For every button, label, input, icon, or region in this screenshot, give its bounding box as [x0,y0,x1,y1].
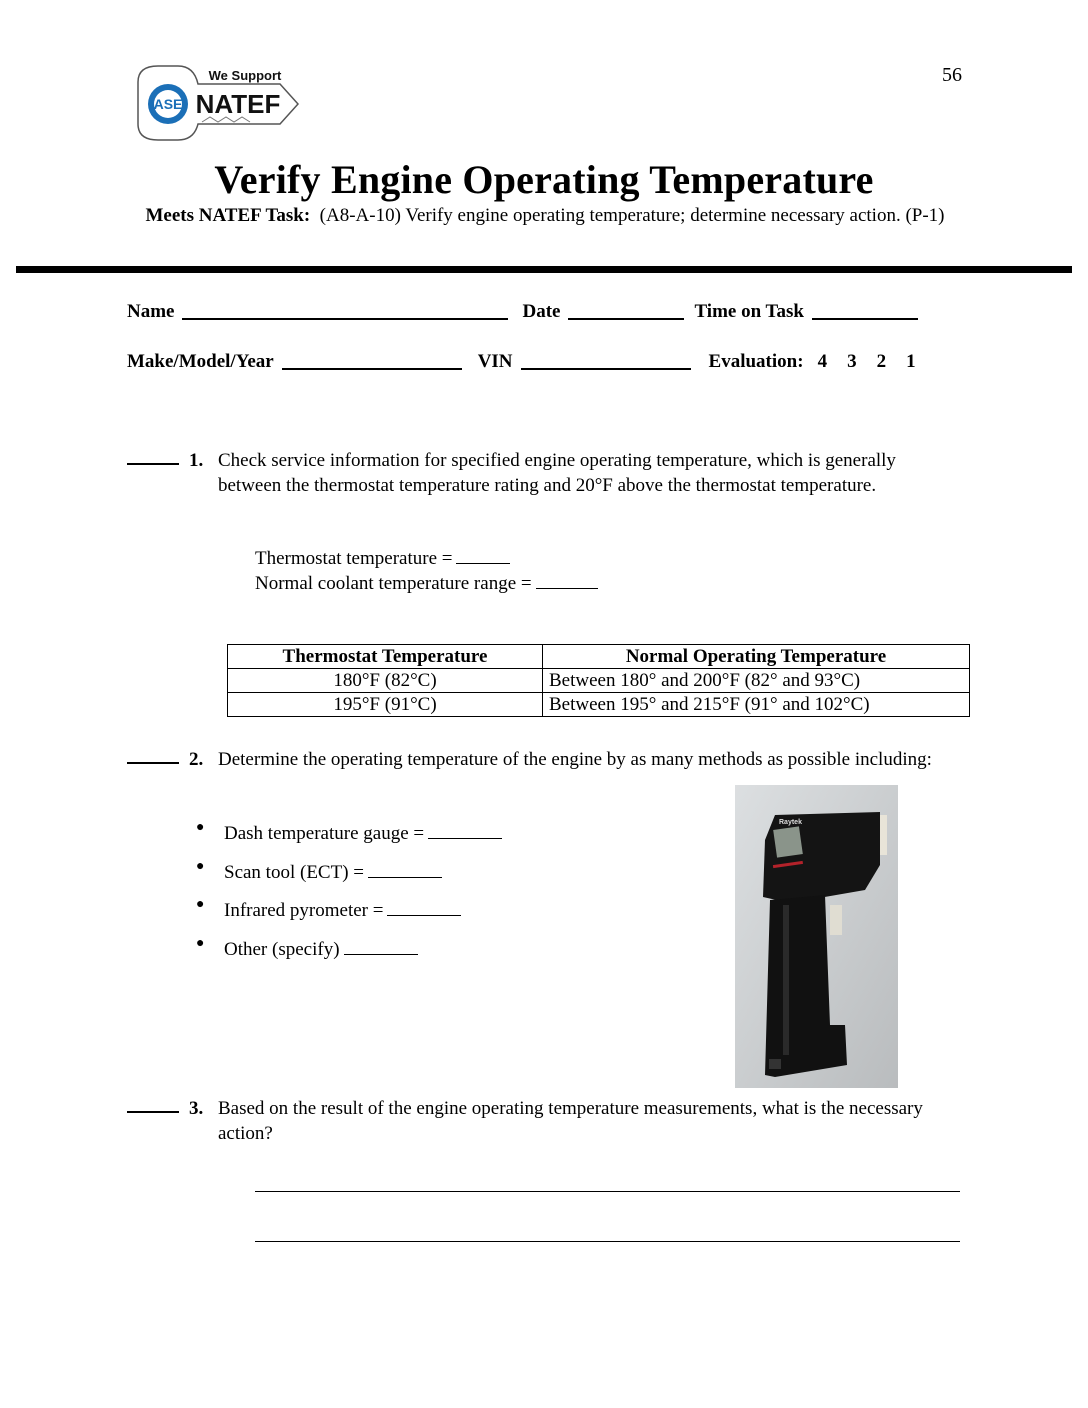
bullet-icon: ● [196,897,205,912]
make-model-year-field[interactable] [282,350,462,370]
table-cell: 195°F (91°C) [228,693,543,717]
infrared-pyrometer-field[interactable] [387,899,461,916]
name-label: Name [127,301,175,322]
dash-gauge-label: Dash temperature gauge = [224,823,425,844]
scan-tool-field[interactable] [368,861,442,878]
name-field[interactable] [182,300,508,320]
infrared-pyrometer-icon [735,785,898,1088]
vehicle-info-row [127,350,916,373]
coolant-range-fill [255,572,598,597]
bullet-icon: ● [196,936,205,951]
evaluation-option-1[interactable]: 1 [906,351,916,372]
task-description [130,204,960,228]
thermostat-temperature-field[interactable] [456,547,510,564]
answer-line-2[interactable] [255,1241,960,1242]
dash-gauge-field[interactable] [428,822,502,839]
table-header-row [228,645,970,669]
bullet-icon: ● [196,859,205,874]
svg-text:NATEF: NATEF [195,89,281,119]
table-row [228,669,970,693]
svg-text:We Support: We Support [208,68,282,83]
table-header-thermostat: Thermostat Temperature [228,645,543,669]
question-2-text: Determine the operating temperature of the engine by as many methods as possible including: [218,749,932,770]
task-text: (A8-A-10) Verify engine operating temperature; determine necessary action. (P-1) [319,205,945,226]
svg-text:Raytek: Raytek [779,819,802,826]
date-label: Date [522,301,561,322]
evaluation-option-2[interactable]: 2 [876,351,887,372]
vin-label: VIN [477,351,513,372]
question-3-text: Based on the result of the engine operating temperature measurements, what is the necessary action? [218,1098,923,1144]
table-cell: Between 180° and 200°F (82° and 93°C) [543,669,970,693]
natef-logo [130,62,302,144]
infrared-pyrometer-label: Infrared pyrometer = [224,900,384,921]
answer-line-1[interactable] [255,1191,960,1192]
table-cell: 180°F (82°C) [228,669,543,693]
ase-key-logo-icon [130,62,302,144]
table-row [228,693,970,717]
thermostat-reference-table [227,644,970,717]
time-on-task-label: Time on Task [694,301,804,322]
table-cell: Between 195° and 215°F (91° and 102°C) [543,693,970,717]
thermostat-temperature-label: Thermostat temperature = [255,548,453,569]
other-method-field[interactable] [344,938,418,955]
header-divider [16,266,1072,273]
page-number: 56 [942,64,962,86]
question-2-checkoff[interactable] [127,762,179,764]
task-label: Meets NATEF Task: [145,205,311,226]
question-1-checkoff[interactable] [127,463,179,465]
thermostat-temperature-fill [255,547,510,572]
student-info-row [127,300,924,323]
question-1-number: 1. [189,450,204,471]
coolant-range-label: Normal coolant temperature range = [255,573,532,594]
date-field[interactable] [568,300,684,320]
question-1-text: Check service information for specified engine operating temperature, which is generally between the thermostat temperature rating and 20°F above the thermostat temperature. [218,450,896,496]
time-on-task-field[interactable] [812,300,918,320]
question-3 [127,1097,947,1149]
evaluation-option-4[interactable]: 4 [817,351,828,372]
svg-text:ASE: ASE [153,96,183,112]
question-1 [127,449,947,529]
bullet-icon: ● [196,820,205,835]
page-title: Verify Engine Operating Temperature [214,157,874,202]
other-method-label: Other (specify) [224,939,340,960]
vin-field[interactable] [521,350,691,370]
make-model-year-label: Make/Model/Year [127,351,274,372]
scan-tool-label: Scan tool (ECT) = [224,862,364,883]
evaluation-label: Evaluation: [708,351,804,372]
question-3-checkoff[interactable] [127,1111,179,1113]
question-3-number: 3. [189,1098,204,1119]
evaluation-option-3[interactable]: 3 [847,351,857,372]
table-header-normal-operating: Normal Operating Temperature [543,645,970,669]
coolant-range-field[interactable] [536,572,598,589]
infrared-pyrometer-photo [735,785,898,1088]
question-2-number: 2. [189,749,204,770]
